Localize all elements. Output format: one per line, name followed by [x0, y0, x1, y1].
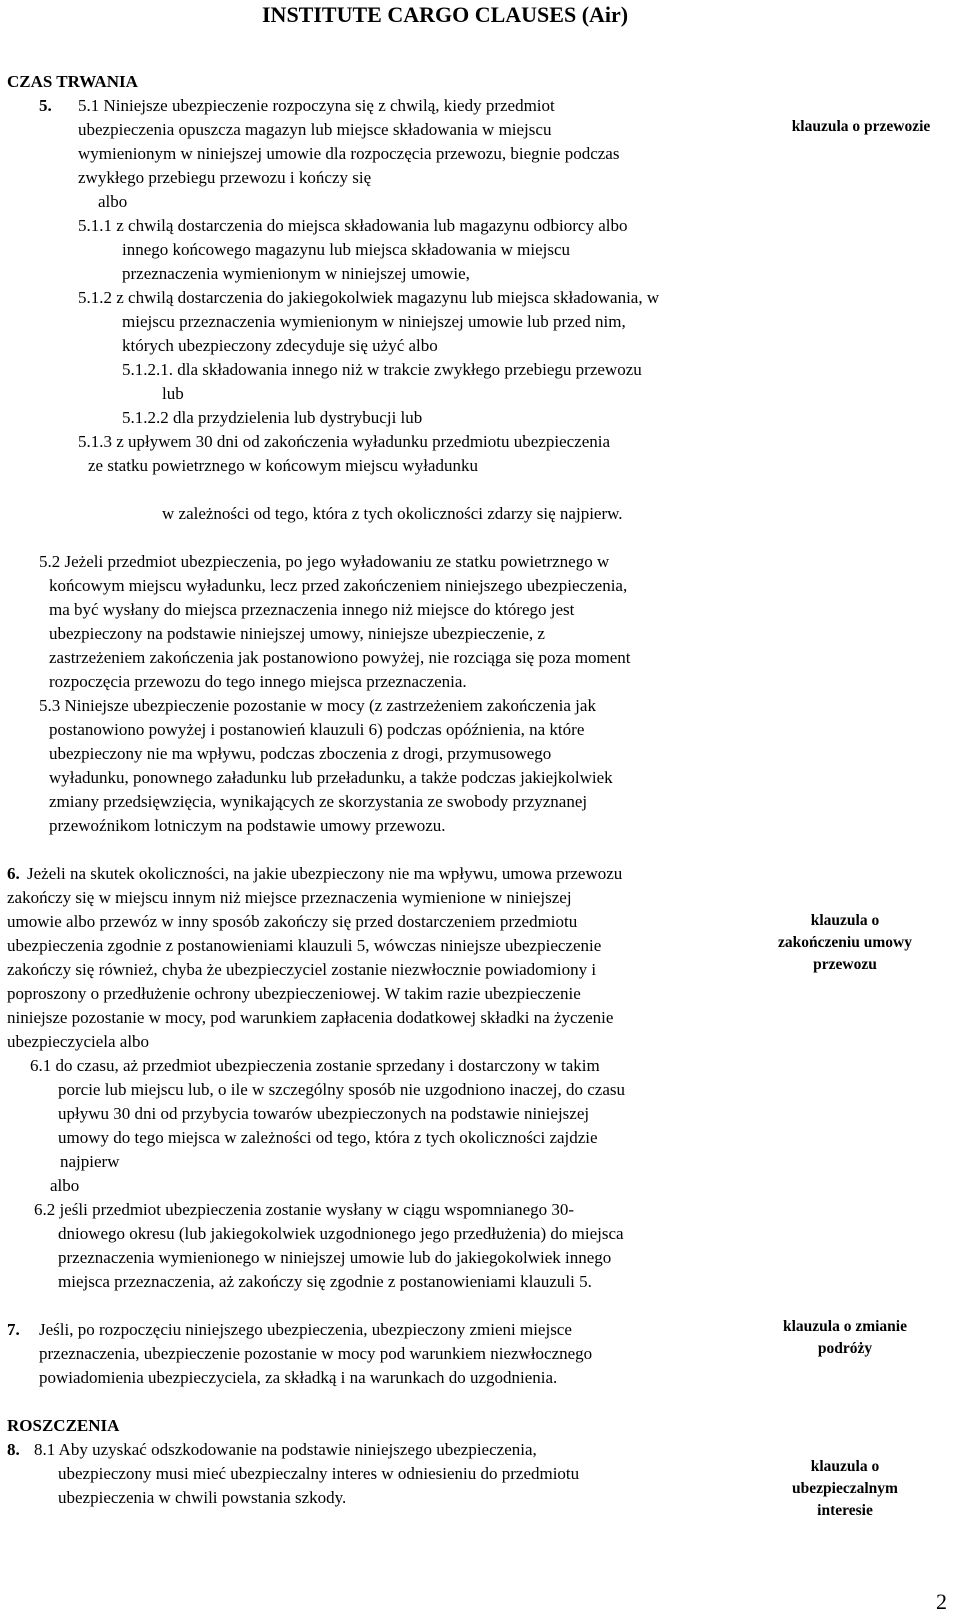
side-label-transit-clause: klauzula o przewozie: [791, 118, 931, 135]
page-number: 2: [936, 1589, 947, 1614]
clause-6-line: ubezpieczyciela albo: [7, 1032, 150, 1051]
clause-5-1-2-line: miejscu przeznaczenia wymienionym w niniejszej umowie lub przed nim,: [122, 312, 626, 331]
clause-5-1-1-line: innego końcowego magazynu lub miejsca składowania w miejscu: [122, 240, 571, 259]
clause-6-1-line: porcie lub miejscu lub, o ile w szczególny sposób nie uzgodniono inaczej, do czasu: [58, 1080, 625, 1099]
clause-6-2-line: dniowego okresu (lub jakiegokolwiek uzgodnionego jego przedłużenia) do miejsca: [58, 1224, 624, 1243]
clause-8-1-line: ubezpieczony musi mieć ubezpieczalny interes w odniesieniu do przedmiotu: [58, 1464, 580, 1483]
clause-6-line: niniejsze pozostanie w mocy, pod warunkiem zapłacenia dodatkowej składki na życzenie: [7, 1008, 614, 1027]
clause-5-3-line: ubezpieczony nie ma wpływu, podczas zboczenia z drogi, przymusowego: [49, 744, 552, 763]
clause-5-1-2-line: 5.1.2 z chwilą dostarczenia do jakiegokolwiek magazynu lub miejsca składowania, w: [78, 288, 660, 307]
clause-5-2-line: 5.2 Jeżeli przedmiot ubezpieczenia, po jego wyładowaniu ze statku powietrznego w: [39, 552, 610, 571]
clause-8-number: 8.: [7, 1440, 20, 1459]
clause-5-1-2-1-line: lub: [162, 384, 184, 403]
clause-5-1-1-line: 5.1.1 z chwilą dostarczenia do miejsca składowania lub magazynu odbiorcy albo: [78, 216, 628, 235]
clause-8-1-line: ubezpieczenia w chwili powstania szkody.: [58, 1488, 347, 1507]
clause-5-3-line: wyładunku, ponownego załadunku lub przeładunku, a także podczas jakiejkolwiek: [49, 768, 613, 787]
clause-6-1-line: umowy do tego miejsca w zależności od tego, która z tych okoliczności zajdzie: [58, 1128, 598, 1147]
side-label-change-of-voyage: klauzula o zmianie podróży: [782, 1318, 907, 1357]
clause-5-1-line: wymienionym w niniejszej umowie dla rozpoczęcia przewozu, biegnie podczas: [78, 144, 620, 163]
clause-5-3-line: postanowiono powyżej i postanowień klauzuli 6) podczas opóźnienia, na które: [49, 720, 585, 739]
clause-5-1-2-1-line: 5.1.2.1. dla składowania innego niż w trakcie zwykłego przebiegu przewozu: [122, 360, 642, 379]
clause-5-1-2-line: których ubezpieczony zdecyduje się użyć albo: [122, 336, 438, 355]
side-label-insurable-interest: klauzula o ubezpieczalnym interesie: [792, 1458, 898, 1519]
clause-7-line: powiadomienia ubezpieczyciela, za składką i na warunkach do uzgodnienia.: [39, 1368, 558, 1387]
clause-6-line: zakończy się również, chyba że ubezpieczyciel zostanie niezwłocznie powiadomiony i: [7, 960, 597, 979]
clause-5-1-3-line: ze statku powietrznego w końcowym miejscu wyładunku: [88, 456, 478, 475]
clause-5-1-line: zwykłego przebiegu przewozu i kończy się: [78, 168, 372, 187]
clause-5-1-2-2-line: 5.1.2.2 dla przydzielenia lub dystrybucji lub: [122, 408, 423, 427]
clause-6-line: ubezpieczenia zgodnie z postanowieniami klauzuli 5, wówczas niniejsze ubezpieczenie: [7, 936, 602, 955]
clause-7-line: Jeśli, po rozpoczęciu niniejszego ubezpieczenia, ubezpieczony zmieni miejsce: [39, 1320, 572, 1339]
clause-5-2-line: ubezpieczony na podstawie niniejszej umowy, niniejsze ubezpieczenie, z: [49, 624, 545, 643]
clause-6-line: poproszony o przedłużenie ochrony ubezpieczeniowej. W takim razie ubezpieczenie: [7, 984, 581, 1003]
clause-6-number: 6.: [7, 864, 20, 883]
clause-6-or: albo: [50, 1176, 80, 1195]
clause-6-2-line: miejsca przeznaczenia, aż zakończy się zgodnie z postanowieniami klauzuli 5.: [58, 1272, 592, 1291]
clause-8-1-line: 8.1 Aby uzyskać odszkodowanie na podstawie niniejszego ubezpieczenia,: [34, 1440, 537, 1459]
clause-5-3-line: zmiany przedsięwzięcia, wynikających ze skorzystania ze swobody przyznanej: [49, 792, 588, 811]
clause-7-number: 7.: [7, 1320, 20, 1339]
clause-5-1-3-line: 5.1.3 z upływem 30 dni od zakończenia wyładunku przedmiotu ubezpieczenia: [78, 432, 611, 451]
clause-5-whichever-first: w zależności od tego, która z tych okoliczności zdarzy się najpierw.: [162, 504, 623, 523]
clause-5-3-line: przewoźnikom lotniczym na podstawie umowy przewozu.: [49, 816, 446, 835]
clause-5-1-1-line: przeznaczenia wymienionym w niniejszej umowie,: [122, 264, 470, 283]
clause-6-line: zakończy się w miejscu innym niż miejsce przeznaczenia wymienione w niniejszej: [7, 888, 572, 907]
clause-7-line: przeznaczenia, ubezpieczenie pozostanie w mocy pod warunkiem niezwłocznego: [39, 1344, 593, 1363]
page-title: INSTITUTE CARGO CLAUSES (Air): [262, 2, 629, 27]
clause-6-2-line: 6.2 jeśli przedmiot ubezpieczenia zostanie wysłany w ciągu wspomnianego 30-: [34, 1200, 575, 1219]
clause-5-1-line: 5.1 Niniejsze ubezpieczenie rozpoczyna się z chwilą, kiedy przedmiot: [78, 96, 555, 115]
section-heading-claims: ROSZCZENIA: [7, 1416, 120, 1435]
section-heading-duration: CZAS TRWANIA: [7, 72, 138, 91]
clause-6-line: umowie albo przewóz w inny sposób zakończy się przed dostarczeniem przedmiotu: [7, 912, 578, 931]
clause-5-2-line: rozpoczęcia przewozu do tego innego miejsca przeznaczenia.: [49, 672, 467, 691]
clause-6-2-line: przeznaczenia wymienionego w niniejszej umowie lub do jakiegokolwiek innego: [58, 1248, 612, 1267]
clause-6-1-line: upływu 30 dni od przybycia towarów ubezpieczonych na podstawie niniejszej: [58, 1104, 590, 1123]
side-label-termination-clause: klauzula o zakończeniu umowy przewozu: [778, 912, 912, 973]
clause-5-number: 5.: [39, 96, 52, 115]
clause-5-2-line: ma być wysłany do miejsca przeznaczenia innego niż miejsce do którego jest: [49, 600, 575, 619]
clause-6-1-line: 6.1 do czasu, aż przedmiot ubezpieczenia zostanie sprzedany i dostarczony w takim: [30, 1056, 600, 1075]
clause-5-1-line: ubezpieczenia opuszcza magazyn lub miejsce składowania w miejscu: [78, 120, 552, 139]
clause-5-2-line: zastrzeżeniem zakończenia jak postanowiono powyżej, nie rozciąga się poza moment: [49, 648, 631, 667]
clause-5-3-line: 5.3 Niniejsze ubezpieczenie pozostanie w mocy (z zastrzeżeniem zakończenia jak: [39, 696, 596, 715]
clause-6-line: Jeżeli na skutek okoliczności, na jakie ubezpieczony nie ma wpływu, umowa przewozu: [27, 864, 623, 883]
clause-5-1-line: albo: [98, 192, 128, 211]
clause-5-2-line: końcowym miejscu wyładunku, lecz przed zakończeniem niniejszego ubezpieczenia,: [49, 576, 628, 595]
clause-6-1-line: najpierw: [60, 1152, 120, 1171]
